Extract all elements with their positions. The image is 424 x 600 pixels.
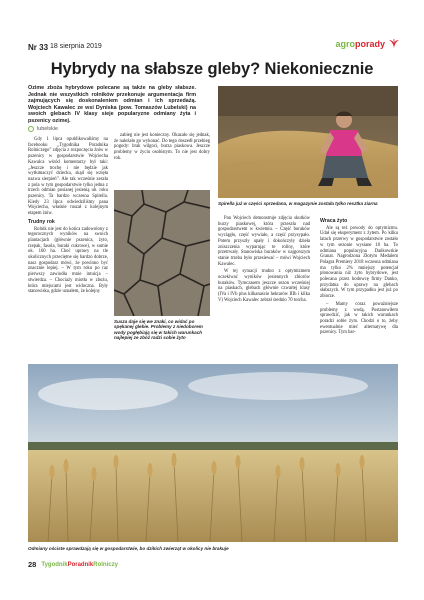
photo-wheat-field [28,364,398,542]
paragraph: Rolnik nie jest do końca zadowolony z tegorocznych wyników na swoich plantacjach (głównie pszenica, żyto, rzepak, fasola, buraki cukrowe), w sumie ok. 160 ha. Choć uprawy na tle okolicznych przeciętne się bardzo dobrze, nasz gospodarz mówi, że powinno być znacznie lepiej. – W tym roku po raz pierwszy zawiodła mnie intuicja – stwierdza. – Chociaży miotła w zbożu, która miejscami jest widoczna. Były stanowiska, gdzie uznałem, że kolejny [28,226,108,295]
author-region-label: lubelskie [37,126,58,132]
page-number: 28 [28,560,37,569]
caption-farmer-photo: Spirella już w części sprzedana, w magazynie została tylko resztka ziarna [218,201,378,206]
paragraph: Ale są też powody do optymizmu. Udał się eksperyment z żytem. Po kilku latach przerwy w gospodarstwie zostało w tym sezonie wysiane 18 ha. To odmiana populacyjna Dańkowskie Granat. Nagrodzona Złotym Medalem Polagra Premiery 2018 wczesna odmiana ma tylko 2% mniejszy potencjał plonowania niż żyto hybrydowe, jest polecana przez hodowcę firmy Danko, przydatna do uprawy na glebach słabszych. W tym przypadku jest już po zbiorze. [320,225,398,300]
page-footer [28,560,118,569]
leaf-icon [388,38,400,50]
farmer-photo-drawing [218,86,398,198]
body-column-2 [114,133,210,164]
issue-number: Nr 33 [28,43,49,52]
publication-part-1: Tygodnik [41,561,68,568]
brand-part-agro: agro [335,39,355,49]
headline: Hybrydy na słabsze gleby? Niekoniecznie [50,60,374,78]
body-column-3 [218,216,310,306]
paragraph: – Mamy coraz poważniejsze problemy z wodą. Postanowiłem sprawdzić, jak w takich warunkach poradzi sobie żyto. Chodzi o to, żeby ewentualnie mieć alternatywę dla pszenicy. Tym bar- [320,301,398,336]
brand-logo [335,38,400,50]
issue-date: 18 sierpnia 2019 [50,43,102,50]
paragraph: W tej sytuacji trudno z optymizmem oczekiwać wyników jesiennych zbiorów buraków. Tymczasem jeszcze sezon wcześniej na piaskach, glebach głównie czwartej klasy (IVa i IVb plus kilkanaście hektarów IIIb i kilka V) Wojciech Kawalec zebrał średnio 70 ton/ha. [218,269,310,303]
caption-soil-photo: Susza daje się we znaki, co widać po spękanej glebie. Problemy z niedoborem wody pogłębiają się w takich warunkach najlepiej ze zbóż radzi sobie żyto [114,319,203,341]
subheading-trudny-rok: Trudny rok [28,218,55,225]
photo-cracked-soil [114,190,210,316]
body-column-4 [320,216,398,338]
brand-part-porady: porady [354,39,385,49]
author-region [28,126,58,132]
wheat-field-drawing [28,364,398,542]
paragraph: zabieg nie jest konieczny. Okazało się jednak, że należało go wykonać. Do tego doszedł przebieg pogody: brak wilgoci, burza piaskowa. Jeszcze problemy w życiu osobistym. To nie jest dobry rok. [114,133,210,161]
lead-paragraph: Ozime zboża hybrydowe polecane są także na gleby słabsze. Jednak nie wszystkich rolników przekonuje argumentacja firm zajmujących się doskonaleniem odmian i ich sprzedażą. Wojciech Kawalec ze wsi Dyniska (pow. Tomaszów Lubelski) na swoich glebach IV klasy sieje popularyzne odmiany żyta i pszenicy ozimej. [28,85,196,124]
body-column-1 [28,137,108,297]
location-icon [28,126,34,132]
cracked-soil-drawing [114,190,210,316]
paragraph: Gdy 1 lipca opublikowaliśmy na facebooku „Tygodnika Poradnika Rolniczego” zdjęcia z rozpoczęcia żniw w pszenicy w gospodarstwie Wojciecha Kawalca wśród komentarzy był taki: „Jeszcze trochę i nie będzie jak wytłumaczyć dziecku, skąd się wzięła nazwa sierpień”. Ale tak wcześnie zeszła z pola w tym gospodarstwie tylko jedna z trzech odmian posianej jesienią ub. roku pszenicy. Ta bardzo wczesna Spirella. Kiedy 23 lipca odwiedziliśmy pana Wojciecha, właśnie ruszał z kolejnym etapem żniw. [28,137,108,217]
photo-farmer-in-grain-store [218,86,398,198]
publication-part-3: Rolniczy [93,561,118,568]
subheading-wraca-zyto: Wraca żyto [320,218,348,224]
caption-field-photo: Odmiany ościste sprawdzają się w gospodarstwie, bo dzikich zwierząt w okolicy nie brakuje [28,546,229,551]
paragraph: Pan Wojciech demonstruje zdjęcia skutków burzy piaskowej, która przeszła nad gospodarstwem w kwietniu. – Część buraków wyciągło, część wywiało, a część przysypało. Potem przyszły upały i dokończyły dzieła zniszczenia wyparując te roliny, które przetrwały. Stanowiska buraków w najgorszym stanie trzeba było przesiewać – mówi Wojciech Kawalec. [218,216,310,267]
publication-name [41,562,118,568]
publication-part-2: Poradnik [67,561,94,568]
